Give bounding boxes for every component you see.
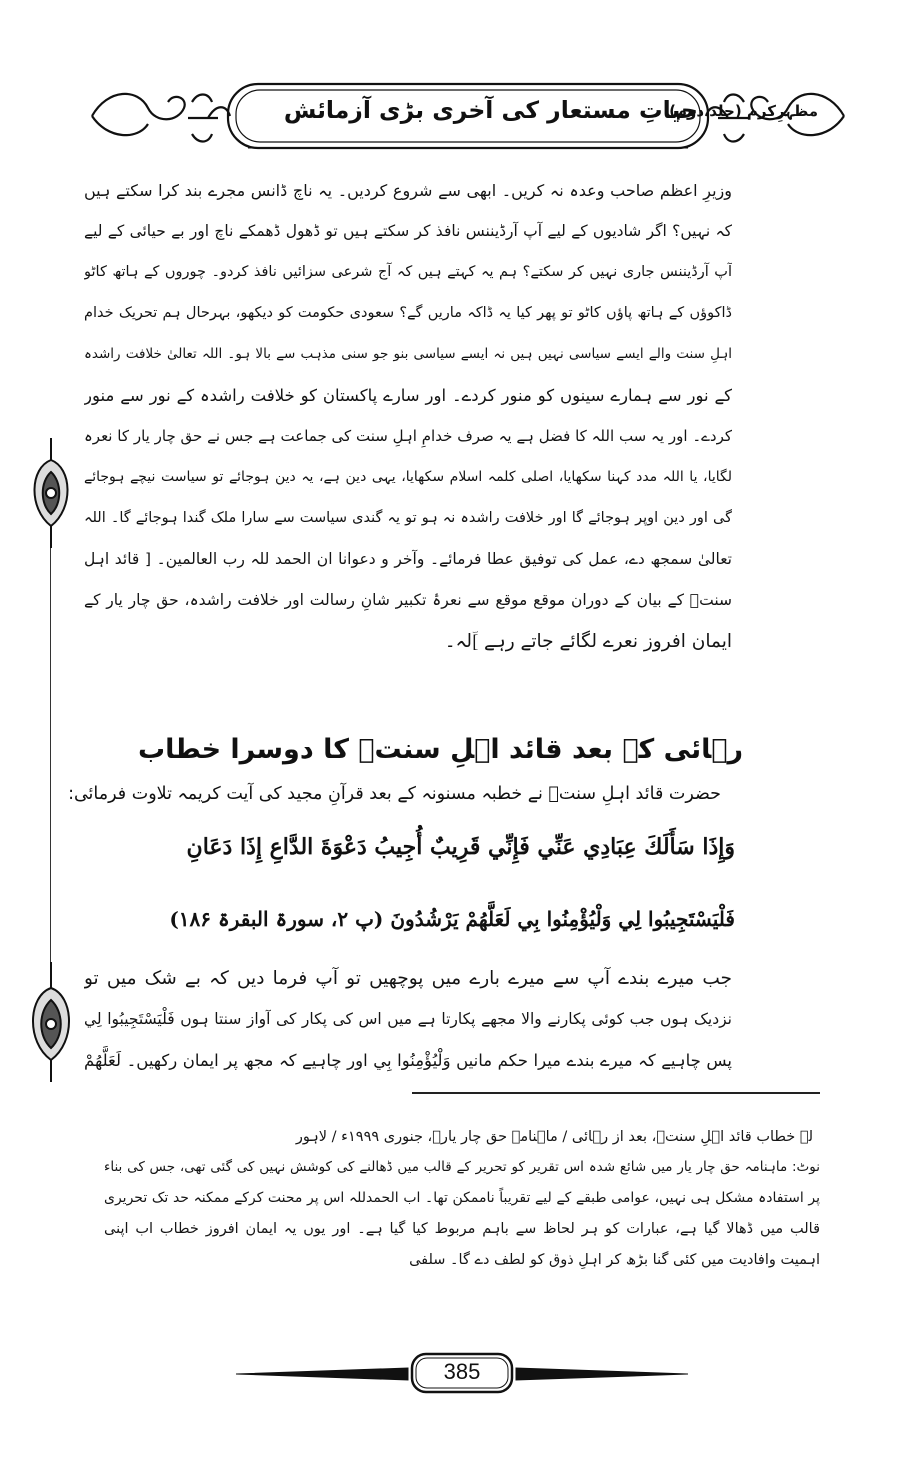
- text-line: نزدیک ہوں جب کوئی پکارنے والا مجھے پکارتا ہے میں اس کی پکار کی آواز سنتا ہوں فَلْيَسْتَجِيبُوا لِي: [84, 1010, 732, 1028]
- text-line: تعالیٰ سمجھ دے، عمل کی توفیق عطا فرمائے۔ وآخر و دعوانا ان الحمد للہ رب العالمین۔ [ قائد اہل: [84, 550, 732, 568]
- intro-line: حضرت قائد اہلِ سنتؒ نے خطبہ مسنونہ کے بعد قرآنِ مجید کی آیت کریمہ تلاوت فرمائی:: [68, 784, 721, 804]
- side-ornament-bottom: [22, 962, 80, 1082]
- book-title: حیاتِ مستعار کی آخری بڑی آزمائش: [283, 96, 698, 124]
- text-line: وزیرِ اعظم صاحب وعدہ نہ کریں۔ ابھی سے شروع کردیں۔ یہ ناچ ڈانس مجرے بند کرا سکتے ہیں: [84, 181, 732, 200]
- page-header: [88, 78, 848, 156]
- text-line: کہ نہیں؟ اگر شادیوں کے لیے آپ آرڈیننس نافذ کر سکتے ہیں تو ڈھول ڈھمکے ناچ اور بے حیائی کے لیے: [84, 222, 732, 240]
- section-heading: رہائی کے بعد قائد اہلِ سنتؒ کا دوسرا خطاب: [138, 734, 743, 765]
- note-line: اہمیت وافادیت میں کئی گنا بڑھ کر اہلِ ذوق کو لطف دے گا۔ سلفی: [409, 1252, 820, 1268]
- text-line: ڈاکوؤں کے ہاتھ پاؤں کاٹو تو پھر کیا یہ ڈاکہ ماریں گے؟ سعودی حکومت کو دیکھو، بہرحال ہم تحریک خدام: [84, 305, 732, 321]
- text-line: جب میرے بندے آپ سے میرے بارے میں پوچھیں تو آپ فرما دیں کہ بے شک میں تو: [84, 968, 732, 989]
- text-line: سنتؒ کے بیان کے دوران موقع موقع سے نعرۂ تکبیر شانِ رسالت اور خلافت راشدہ، حق چار یار کے: [84, 591, 732, 609]
- paragraph-2: [84, 958, 732, 1081]
- text-line: پس چاہیے کہ میرے بندے میرا حکم مانیں وَلْيُؤْمِنُوا بِي اور چاہیے کہ مجھ پر ایمان رکھیں۔ لَعَلَّهُمْ: [84, 1051, 732, 1070]
- text-line: آپ آرڈیننس جاری نہیں کر سکتے؟ ہم یہ کہتے ہیں کہ آج شرعی سزائیں نافذ کردو۔ چوروں کے ہاتھ کاٹو: [84, 264, 732, 280]
- side-rule: [50, 548, 51, 962]
- footnote-rule: [412, 1092, 820, 1094]
- text-line: لگایا، یا اللہ مدد کہنا سکھایا، اصلی کلمہ اسلام سکھایا، یہی دین ہے، یہ دین ہوجائے تو سیاست نیچے ہوجائے: [84, 469, 732, 485]
- text-line: ایمان افروز نعرے لگائے جاتے رہے ]ؔلہ۔: [444, 631, 732, 652]
- footnote: لہ خطاب قائد اہلِ سنتؒ، بعد از رہائی / ماہنامہ حق چار یارؓ، جنوری ۱۹۹۹ء / لاہور: [295, 1129, 813, 1145]
- volume-label: مظہرِکرم (جلد دوم): [669, 102, 818, 120]
- quran-verse-line-2: فَلْيَسْتَجِيبُوا لِي وَلْيُؤْمِنُوا بِي لَعَلَّهُمْ يَرْشُدُونَ (پ ۲، سورۃ البقرۃ ۱۸۶): [169, 907, 735, 931]
- page-number: 385: [443, 1359, 481, 1384]
- note-line: پر استفادہ مشکل ہی نہیں، عوامی طبقے کے لیے تقریباً ناممکن تھا۔ اب الحمدللہ اس پر محنت کرکے ممکنہ حد تک تحریری: [104, 1190, 820, 1206]
- text-line: اہلِ سنت والے ایسے سیاسی نہیں ہیں نہ ایسے سیاسی بنو جو سنی مذہب سے بالا ہو۔ اللہ تعالیٰ خلافت راشدہ: [84, 346, 732, 362]
- text-line: گی اور دین اوپر ہوجائے گا اور خلافت راشدہ نہ ہو تو یہ گندی سیاست سے سارا ملک گندا ہوجائے گا۔ اللہ: [84, 510, 732, 526]
- note-line: قالب میں ڈھالا گیا ہے، عبارات کو ہر لحاظ سے باہم مربوط کیا گیا ہے۔ اور یوں یہ ایمان افروز خطاب اب اپنی: [104, 1221, 820, 1237]
- quran-verse-line-1: وَإِذَا سَأَلَكَ عِبَادِي عَنِّي فَإِنِّي قَرِيبٌ أُجِيبُ دَعْوَةَ الدَّاعِ إِذَا دَعَانِ: [186, 834, 735, 860]
- side-ornament-top: [22, 438, 80, 548]
- page-number-ornament: [232, 1352, 692, 1396]
- text-line: کے نور سے ہمارے سینوں کو منور کردے۔ اور سارے پاکستان کو خلافت راشدہ کے نور سے منور: [84, 386, 732, 405]
- text-line: کردے۔ اور یہ سب اللہ کا فضل ہے یہ صرف خدامِ اہلِ سنت کی جماعت ہے جس نے حق چار یار کا نعرہ: [84, 427, 732, 445]
- paragraph-1: [84, 170, 732, 662]
- editor-note: [104, 1152, 820, 1276]
- note-line: نوٹ: ماہنامہ حق چار یار میں شائع شدہ اس تقریر کو تحریر کے قالب میں ڈھالنے کی کوشش نہیں کی گئی تھی، جس کی بناء: [104, 1159, 820, 1175]
